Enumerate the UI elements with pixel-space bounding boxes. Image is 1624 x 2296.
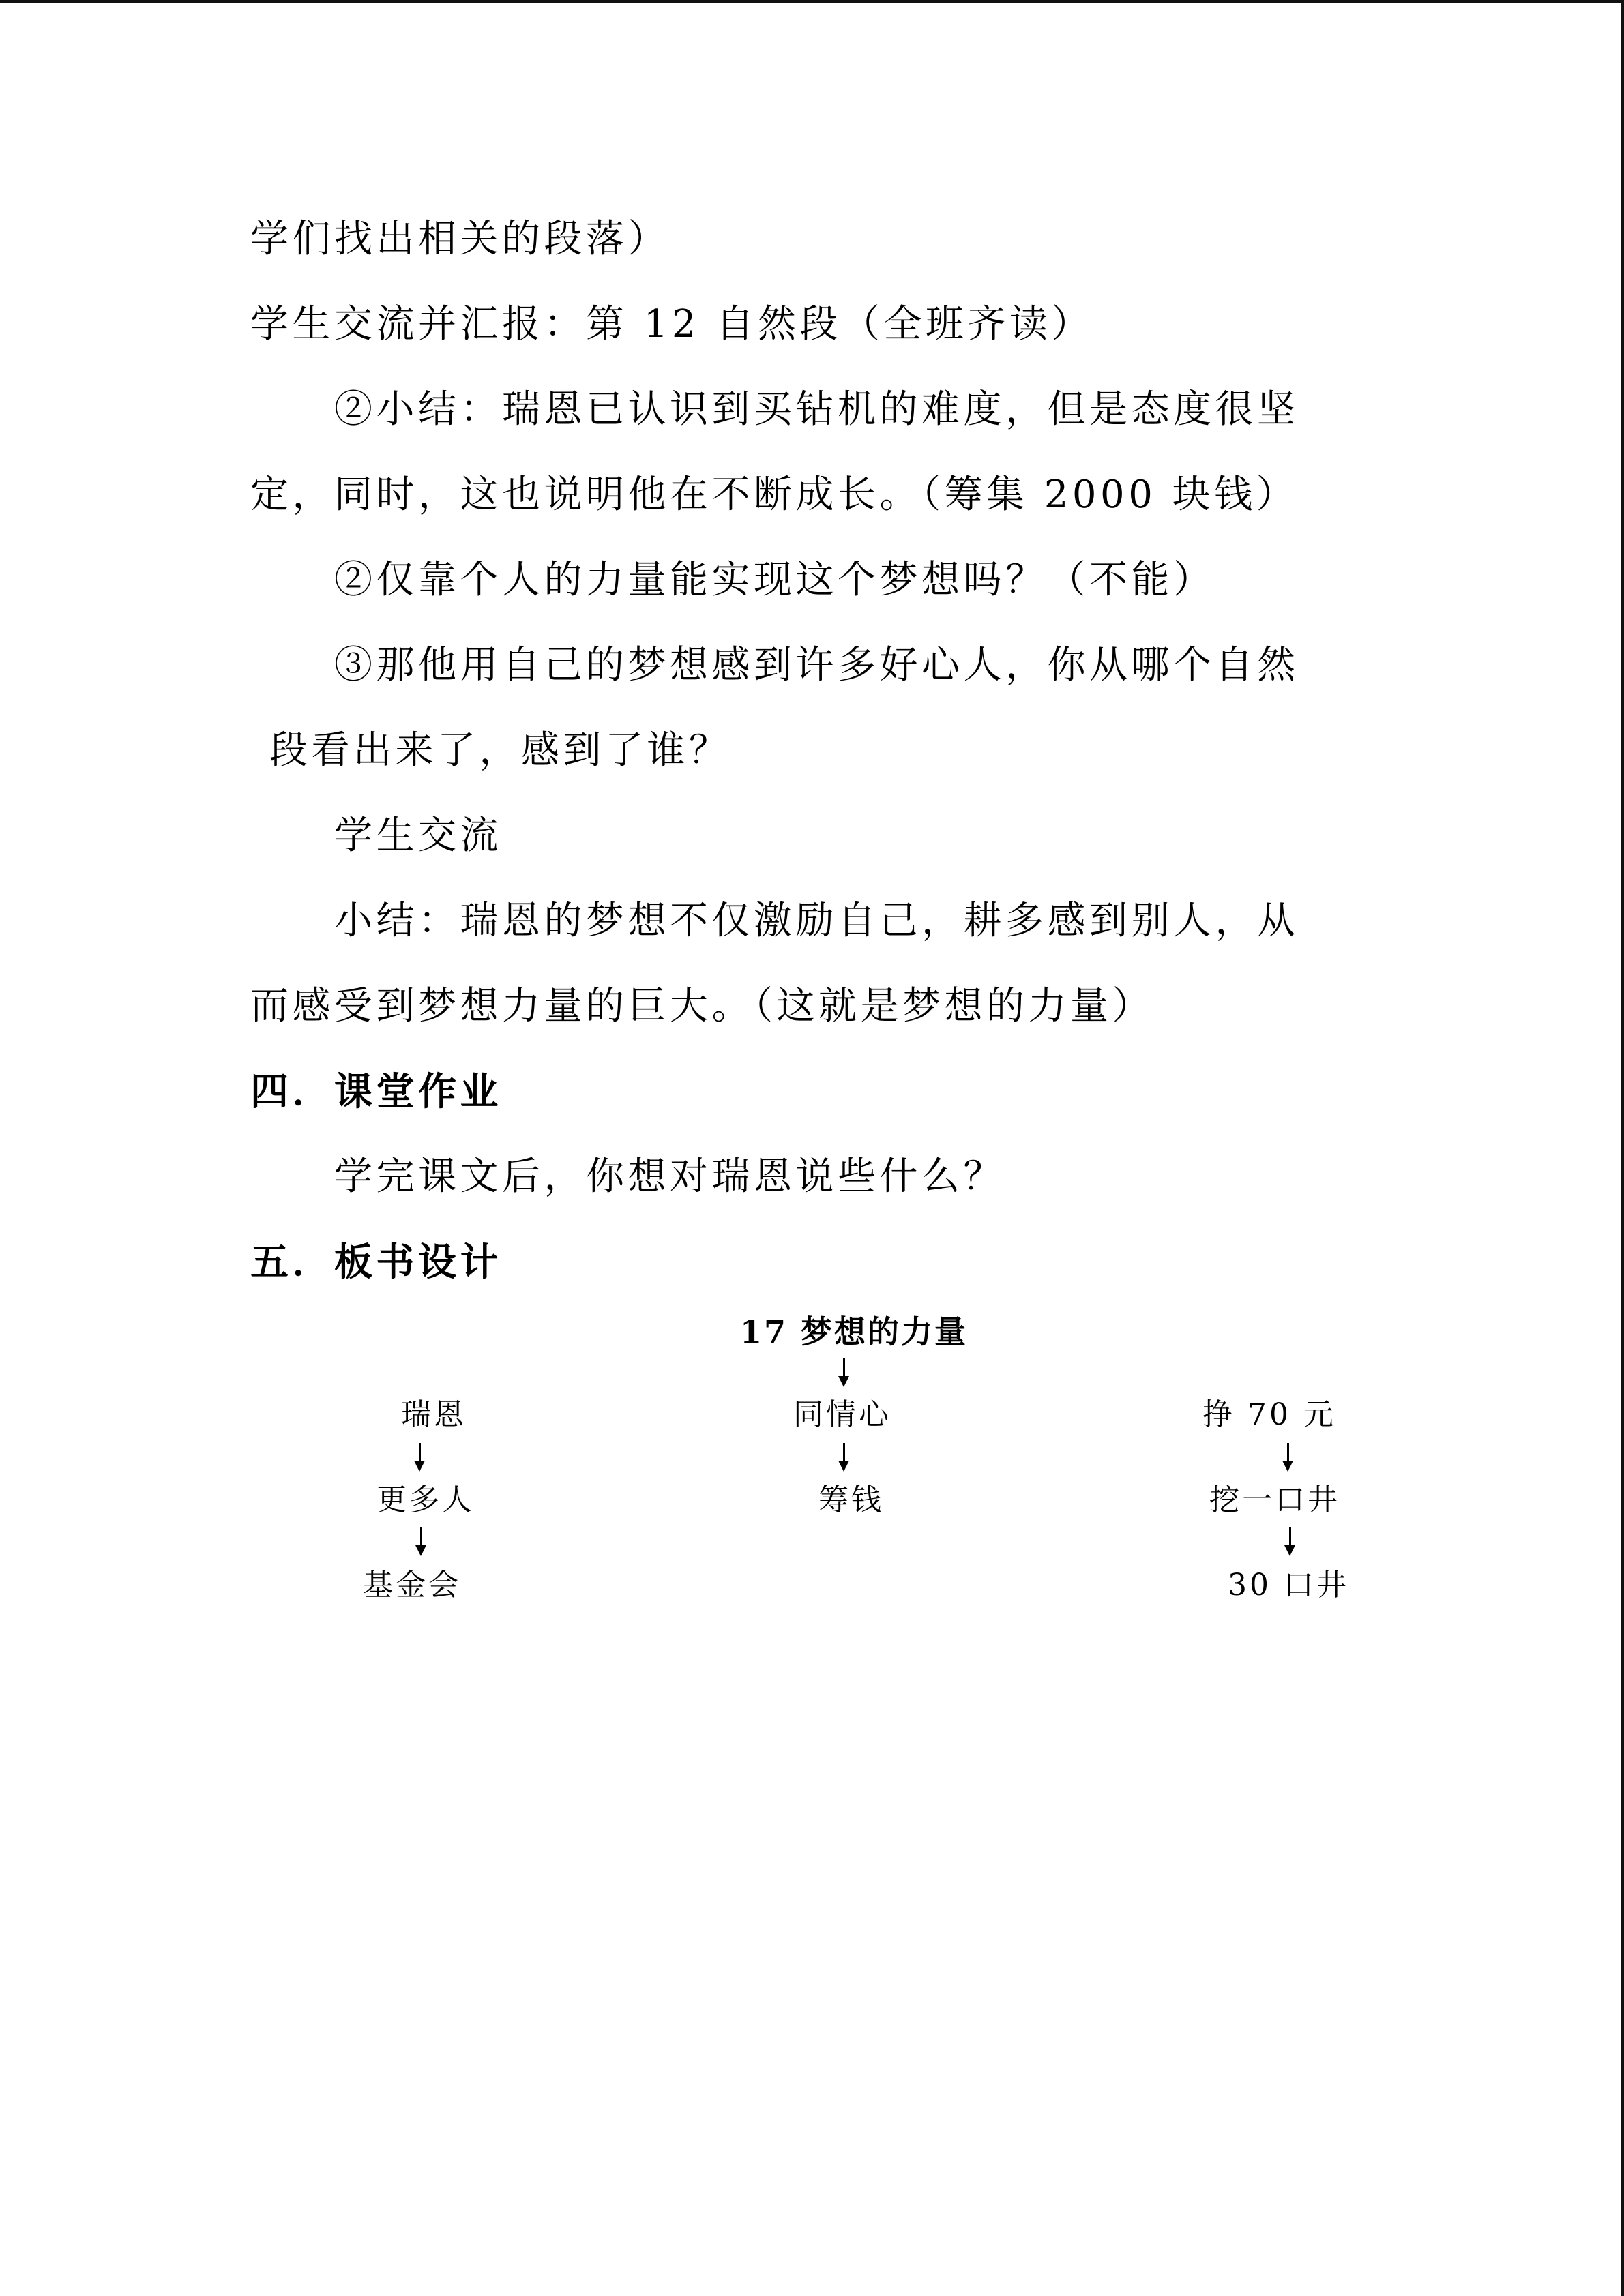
paragraph-line: 学生交流并汇报：第 12 自然段（全班齐读）	[250, 302, 1093, 346]
document-body	[250, 211, 1342, 1320]
board-node-right-2: 挖一口井	[1209, 1482, 1340, 1517]
section-heading-board-design: 五．板书设计	[250, 1240, 502, 1285]
down-arrow-icon	[414, 1527, 428, 1557]
board-node-center-2: 筹钱	[818, 1482, 884, 1517]
board-node-left-2: 更多人	[377, 1482, 475, 1517]
paragraph-line: 学完课文后，你想对瑞恩说些什么？	[334, 1154, 1005, 1199]
board-design-diagram	[327, 1296, 1350, 1609]
paragraph-line: 定，同时，这也说明他在不断成长。（筹集 2000 块钱）	[250, 473, 1299, 517]
paragraph-line: 段看出来了，感到了谁？	[269, 728, 731, 773]
paragraph-line: ②仅靠个人的力量能实现这个梦想吗？（不能）	[334, 558, 1215, 602]
paragraph-line: ③那他用自己的梦想感到许多好心人，你从哪个自然	[334, 643, 1299, 687]
paragraph-line: 学生交流	[334, 814, 502, 858]
down-arrow-icon	[837, 1358, 851, 1388]
section-heading-homework: 四．课堂作业	[250, 1069, 502, 1114]
down-arrow-icon	[1281, 1443, 1295, 1473]
page-border-right	[1621, 0, 1624, 2296]
paragraph-line: 学们找出相关的段落）	[250, 217, 670, 261]
board-node-left-3: 基金会	[363, 1568, 461, 1602]
board-node-center-1: 同情心	[793, 1397, 891, 1432]
paragraph-line: ②小结：瑞恩已认识到买钻机的难度，但是态度很坚	[334, 387, 1299, 432]
down-arrow-icon	[1283, 1527, 1297, 1557]
down-arrow-icon	[837, 1443, 851, 1473]
paragraph-line: 小结：瑞恩的梦想不仅激励自己，耕多感到别人，从	[334, 899, 1299, 943]
page-border-top	[0, 0, 1624, 3]
board-node-left-1: 瑞恩	[401, 1397, 467, 1432]
paragraph-line: 而感受到梦想力量的巨大。（这就是梦想的力量）	[250, 984, 1154, 1028]
board-title: 17 梦想的力量	[740, 1313, 969, 1350]
board-node-right-1: 挣 70 元	[1202, 1397, 1336, 1432]
board-node-right-3: 30 口井	[1228, 1568, 1349, 1602]
down-arrow-icon	[413, 1443, 426, 1473]
